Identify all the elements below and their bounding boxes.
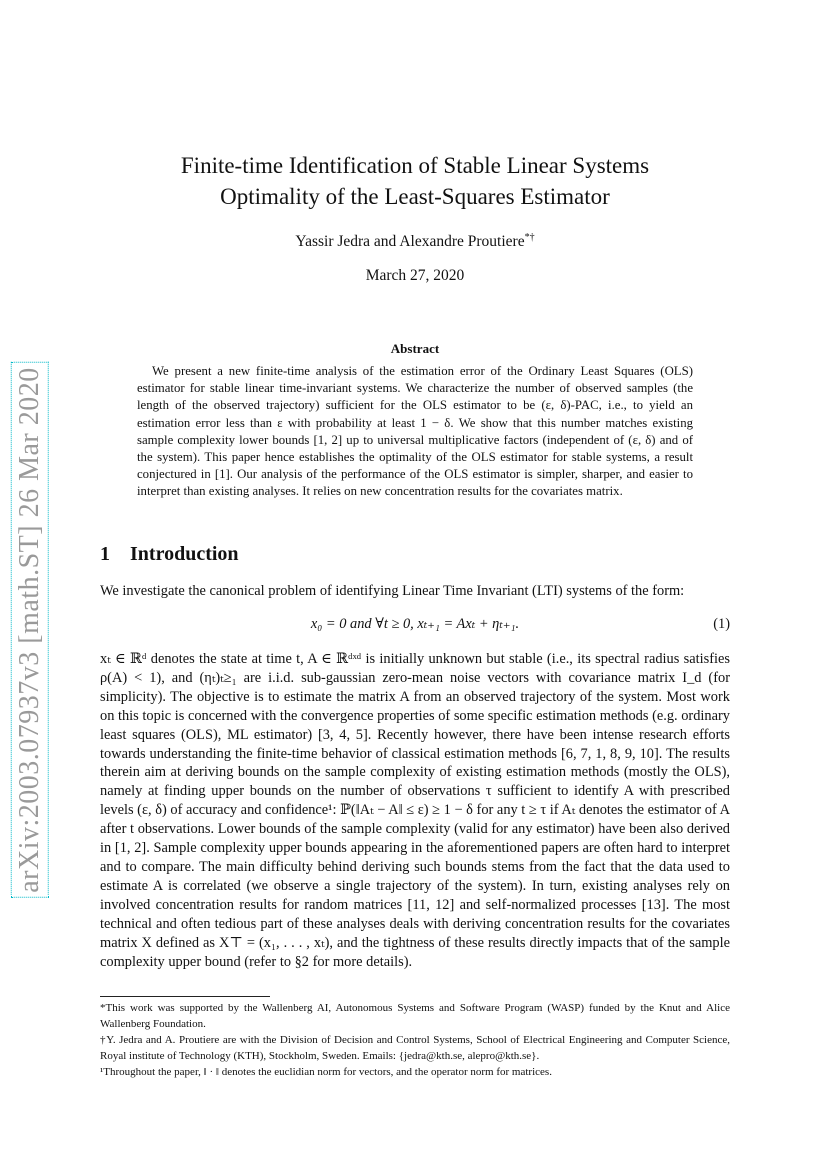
arxiv-stamp[interactable] bbox=[8, 320, 52, 940]
title-line-1: Finite-time Identification of Stable Linear Systems bbox=[180, 153, 650, 178]
footnote-funding: *This work was supported by the Wallenberg AI, Autonomous Systems and Software Program (WASP) funded by the Knut and Alice Wallenberg Foundation. bbox=[100, 1002, 730, 1030]
equation-body: x₀ = 0 and ∀t ≥ 0, xₜ₊₁ = Axₜ + ηₜ₊₁. bbox=[310, 616, 520, 632]
paper-date: March 27, 2020 bbox=[365, 267, 465, 284]
section-number: 1 bbox=[100, 543, 110, 565]
abstract-heading: Abstract bbox=[390, 341, 440, 356]
author-names: Yassir Jedra and Alexandre Proutiere bbox=[295, 233, 525, 251]
author-list bbox=[100, 232, 730, 251]
intro-paragraph: xₜ ∈ ℝᵈ denotes the state at time t, A ∈ ℝᵈˣᵈ is initially unknown but stable (i.e., its spectral radius satisfies ρ(A) < 1), and (ηₜ)ₜ≥₁ are i.i.d. sub-gaussian zero-mean noise vectors with covariance matrix I_d (for simplicity). The objective is to estimate the matrix A from an observed trajectory of the system. Most work on this topic is concerned with the convergence properties of some specific estimation methods (e.g. ordinary least squares (OLS), ML estimator) [3, 4, 5]. Recently however, there have been intense research efforts towards understanding the finite-time behavior of classical estimation methods [6, 7, 1, 8, 9, 10]. The results therein aim at deriving bounds on the sample complexity of existing estimation methods (mostly the OLS), namely at finding upper bounds on the number of observations τ sufficient to identify A with prescribed levels (ε, δ) of accuracy and confidence¹: ℙ(‖Aₜ − A‖ ≤ ε) ≥ 1 − δ for any t ≥ τ if Aₜ denotes the estimator of A after t observations. Lower bounds of the sample complexity (valid for any estimator) have been also derived in [1, 2]. Sample complexity upper bounds appearing in the aforementioned papers are often hard to interpret and to compare. The main difficulty behind deriving such bounds stems from the fact that the data used to estimate A is correlated (we observe a single trajectory of the system). In turn, existing analyses rely on involved concentration results for random matrices [11, 12] and self-normalized processes [13]. The most technical and often tedious part of these analyses deals with deriving concentration results for the covariates matrix X defined as X⊤ = (x₁, . . . , xₜ), and the tightness of these results directly impacts that of the sample complexity upper bound (refer to §2 for more details). bbox=[100, 651, 730, 970]
author-footnote-marks[interactable]: *† bbox=[524, 232, 535, 243]
arxiv-identifier-link[interactable]: arXiv:2003.07937v3 [math.ST] 26 Mar 2020 bbox=[14, 367, 45, 893]
equation-number: (1) bbox=[713, 616, 730, 632]
equation-1 bbox=[100, 616, 730, 636]
abstract-text: We present a new finite-time analysis of the estimation error of the Ordinary Least Squares (OLS) estimator for stable linear time-invariant systems. We characterize the number of observed samples (the length of the observed trajectory) sufficient for the OLS estimator to be (ε, δ)-PAC, i.e., to yield an estimation error less than ε with probability at least 1 − δ. We show that this number matches existing sample complexity lower bounds [1, 2] up to universal multiplicative factors (independent of (ε, δ) and of the system). This paper hence establishes the optimality of the OLS estimator for stable systems, a result conjectured in [1]. Our analysis of the performance of the OLS estimator is simpler, sharper, and easier to interpret than existing analyses. It relies on new concentration results for the covariates matrix. bbox=[137, 364, 693, 499]
intro-lead-sentence: We investigate the canonical problem of identifying Linear Time Invariant (LTI) systems of the form: bbox=[100, 583, 685, 599]
footnote-norm: ¹Throughout the paper, ‖ · ‖ denotes the euclidian norm for vectors, and the operator norm for matrices. bbox=[100, 1066, 552, 1078]
section-heading bbox=[100, 543, 239, 566]
footnotes bbox=[100, 1001, 730, 1082]
footnote-rule bbox=[100, 996, 270, 997]
title-line-2: Optimality of the Least-Squares Estimator bbox=[220, 184, 610, 209]
paper-title bbox=[100, 150, 730, 212]
section-title: Introduction bbox=[130, 543, 239, 565]
footnote-affiliation: †Y. Jedra and A. Proutiere are with the Division of Decision and Control Systems, School of Electrical Engineering and Computer Science, Royal institute of Technology (KTH), Stockholm, Sweden. Emails: {jedra@kth.se, alepro@kth.se}. bbox=[100, 1034, 730, 1062]
